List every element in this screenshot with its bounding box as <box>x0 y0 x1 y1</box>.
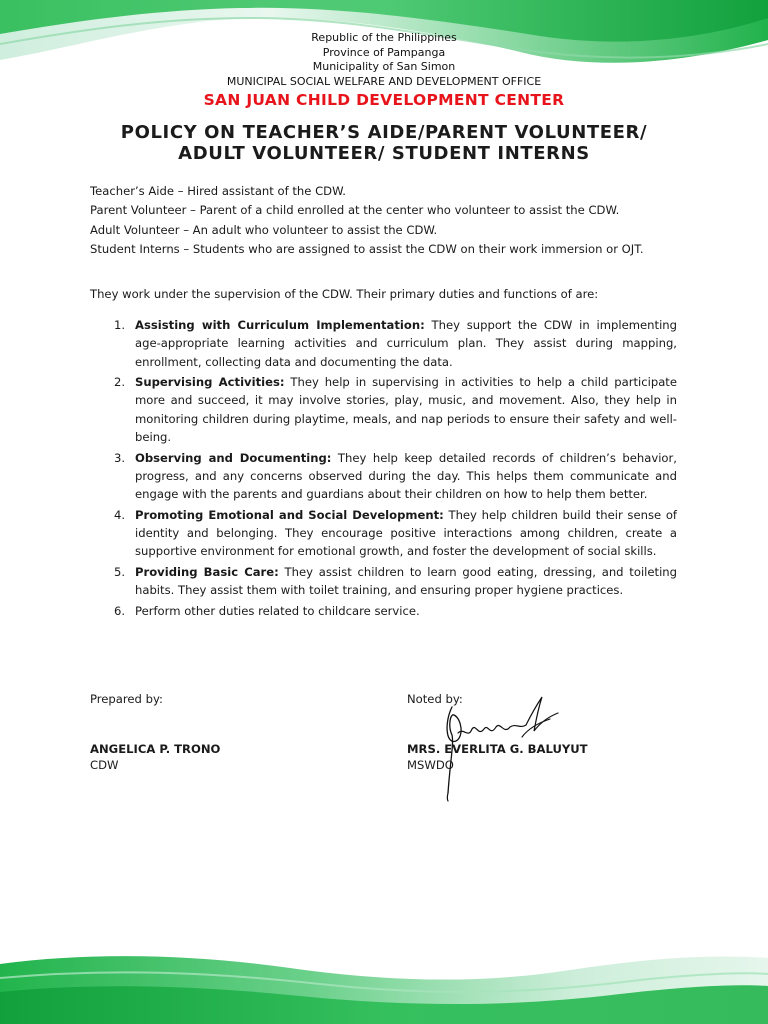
definition-adult-volunteer: Adult Volunteer – An adult who volunteer to assist the CDW. <box>90 222 438 237</box>
item-body: Perform other duties related to childcare service. <box>135 603 420 618</box>
item-body: They assist children to learn good eating, dressing, and toileting habits. They assist them with toilet training, and ensuring proper hygiene practices. <box>135 565 677 598</box>
bottom-green-wave-banner <box>0 934 768 1024</box>
item-body: They help keep detailed records of children’s behavior, progress, and any concerns observed during the day. This helps them communicate and engage with the parents and guardians about their children on how to help them better. <box>135 450 677 502</box>
definition-student-interns: Student Interns – Students who are assigned to assist the CDW on their work immersion or OJT. <box>90 242 644 257</box>
item-number: 5. <box>113 565 125 580</box>
item-body: They support the CDW in implementing age-appropriate learning activities and curriculum plan. They assist during mapping, enrollment, collecting data and documenting the data. <box>135 318 677 369</box>
definition-teachers-aide: Teacher’s Aide – Hired assistant of the CDW. <box>90 184 346 198</box>
item-heading: Providing Basic Care: <box>135 565 279 580</box>
noted-by-name: MRS. EVERLITA G. BALUYUT <box>407 742 588 756</box>
letterhead <box>0 31 768 109</box>
item-heading: Assisting with Curriculum Implementation: <box>135 318 425 332</box>
item-text <box>135 506 677 561</box>
item-text <box>135 316 677 371</box>
item-number: 3. <box>113 450 125 465</box>
document-title <box>0 122 768 164</box>
list-item <box>90 316 677 371</box>
province-line: Province of Pampanga <box>322 45 446 59</box>
title-line-1: POLICY ON TEACHER’S AIDE/PARENT VOLUNTEER/ <box>120 122 648 143</box>
noted-by-label: Noted by: <box>407 692 463 706</box>
item-body: They help children build their sense of identity and belonging. They encourage positive interactions among children, create a supportive environment for emotional growth, and foster the development of social skills. <box>135 507 677 559</box>
prepared-by-block <box>90 691 220 773</box>
item-text <box>135 563 677 600</box>
item-text <box>135 449 677 504</box>
item-number: 4. <box>113 507 125 522</box>
item-number: 6. <box>113 603 125 618</box>
list-item <box>90 449 677 504</box>
list-item <box>90 373 677 446</box>
item-heading: Promoting Emotional and Social Development: <box>135 507 444 522</box>
item-text <box>135 373 677 446</box>
list-item <box>90 602 677 620</box>
item-number: 2. <box>113 375 125 390</box>
prepared-by-label: Prepared by: <box>90 692 163 706</box>
duties-list <box>90 316 677 623</box>
republic-line: Republic of the Philippines <box>311 31 457 44</box>
list-item <box>90 506 677 561</box>
list-item <box>90 563 677 600</box>
handwritten-signature <box>438 693 563 803</box>
noted-by-role: MSWDO <box>407 758 454 772</box>
item-text <box>135 602 677 620</box>
definition-parent-volunteer: Parent Volunteer – Parent of a child enrolled at the center who volunteer to assist the CDW. <box>90 203 620 218</box>
role-definitions <box>90 182 710 260</box>
item-number: 1. <box>113 318 125 332</box>
prepared-by-role: CDW <box>90 758 119 772</box>
item-heading: Supervising Activities: <box>135 375 285 390</box>
item-heading: Observing and Documenting: <box>135 450 332 465</box>
prepared-by-name: ANGELICA P. TRONO <box>90 742 221 756</box>
office-line: MUNICIPAL SOCIAL WELFARE AND DEVELOPMENT OFFICE <box>226 74 542 88</box>
municipality-line: Municipality of San Simon <box>312 60 456 73</box>
item-body: They help in supervising in activities to help a child participate more and succeed, it may involve stories, play, music, and movement. Also, they help in monitoring children during playtime, meals, and nap periods to ensure their safety and well-being. <box>135 375 677 445</box>
center-name: SAN JUAN CHILD DEVELOPMENT CENTER <box>203 91 565 109</box>
title-line-2: ADULT VOLUNTEER/ STUDENT INTERNS <box>178 143 590 164</box>
duties-intro: They work under the supervision of the CDW. Their primary duties and functions of are: <box>90 287 599 301</box>
